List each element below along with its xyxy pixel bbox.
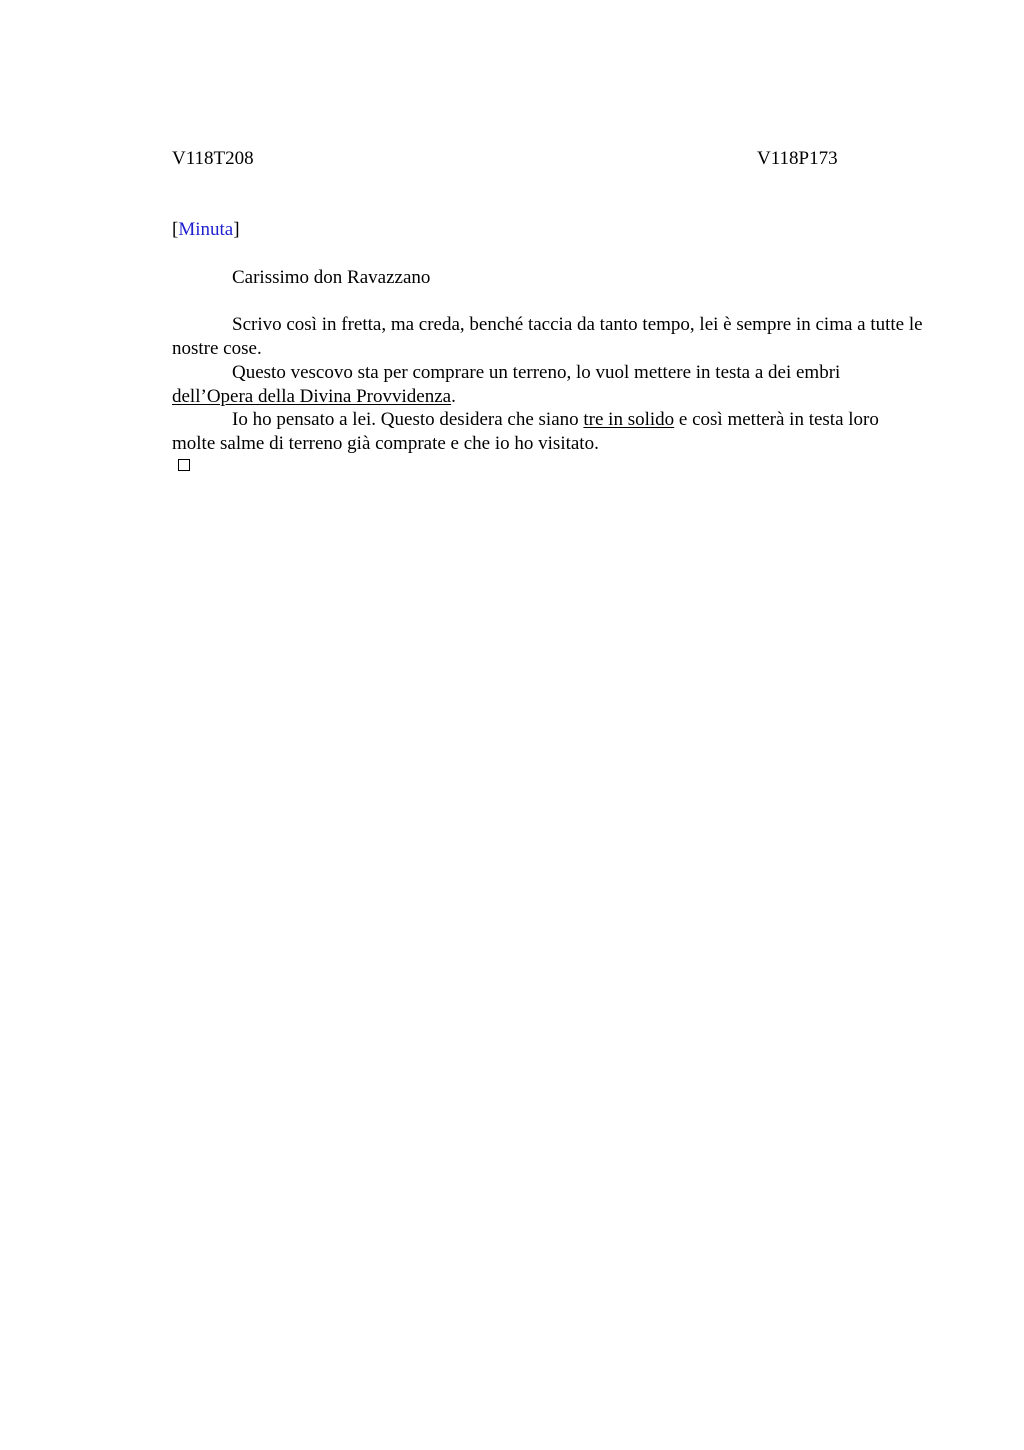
document-code-right: V118P173 [757,148,838,169]
paragraph-2-text: Questo vescovo sta per comprare un terreno, lo vuol mettere in testa a dei embri [232,361,841,383]
letter-salutation: Carissimo don Ravazzano [232,267,431,288]
underlined-opera-name: dell’Opera della Divina Provvidenza [172,385,452,407]
minuta-open-bracket: [ [172,219,179,240]
minuta-label [172,218,240,242]
empty-checkbox-icon[interactable] [178,459,190,471]
letter-body [172,266,924,456]
paragraph-3-text: Io ho pensato a lei. Questo desidera che siano [232,409,584,431]
minuta-word: Minuta [178,219,234,240]
paragraph-3-end: e così metterà in testa loro molte salme di terreno già comprate e che io ho visitato. [172,409,879,454]
letter-paragraph-1: Scrivo così in fretta, ma creda, benché taccia da tanto tempo, lei è sempre in cima a tutte le nostre cose. [172,314,923,360]
letter-paragraph-2 [172,361,924,408]
underlined-tre-in-solido: tre in solido [583,409,675,431]
document-code-left: V118T208 [172,148,254,169]
paragraph-2-end: . [451,385,456,407]
minuta-close-bracket: ] [233,219,240,240]
letter-paragraph-3 [172,408,924,455]
